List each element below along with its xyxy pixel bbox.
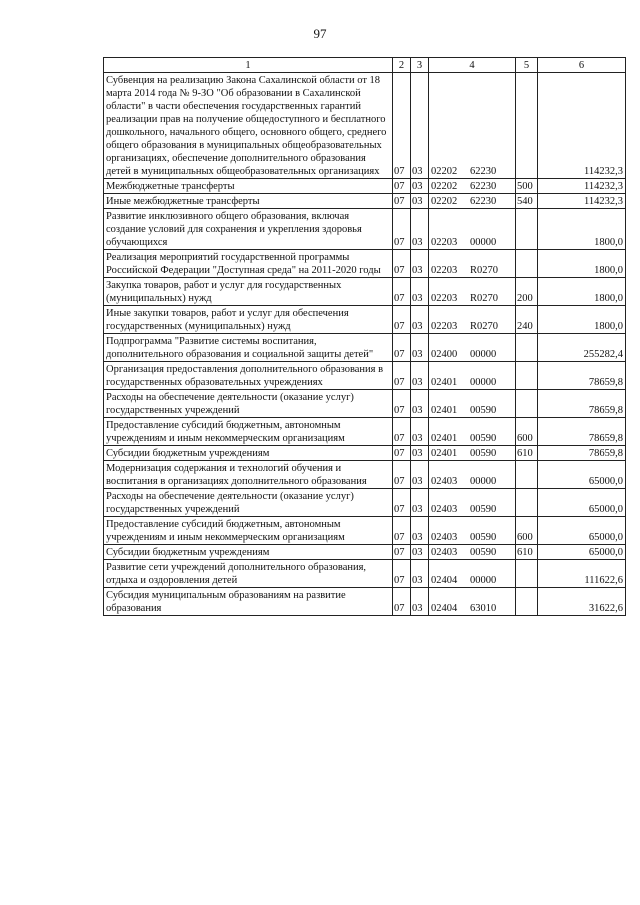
row-name-text: Реализация мероприятий государственной программы Российской Федерации "Доступная среда" на 2011-2020 годы [106, 252, 381, 276]
row-name [104, 560, 393, 588]
page-number: 97 [313, 26, 327, 41]
row-csr [429, 545, 516, 560]
row-sum: 1800,0 [538, 250, 626, 278]
row-csr-direction: 00590 [470, 532, 497, 543]
col-header-5: 5 [516, 58, 538, 73]
row-csr-program: 02404 [431, 603, 458, 614]
row-vr [516, 209, 538, 250]
row-csr-direction: 00000 [470, 575, 497, 586]
row-razdel: 07 [393, 545, 411, 560]
row-name-text: Субсидии бюджетным учреждениям [106, 547, 270, 558]
row-razdel: 07 [393, 461, 411, 489]
row-name-text: Субвенция на реализацию Закона Сахалинской области от 18 марта 2014 года № 9-ЗО "Об образовании в Сахалинской области" в части обеспечения государственных гарантий реализации прав на получение общедоступного и бесплатного дошкольного, начального общего, основного общего, среднего общего образования в муниципальных общеобразовательных организациях, обеспечение дополнительного образования детей в муниципальных общеобразовательных организациях [106, 75, 387, 177]
row-csr [429, 461, 516, 489]
row-sum: 114232,3 [538, 73, 626, 179]
row-sum: 65000,0 [538, 517, 626, 545]
row-podrazdel: 03 [411, 73, 429, 179]
table-row [104, 73, 626, 179]
row-podrazdel: 03 [411, 194, 429, 209]
row-csr [429, 209, 516, 250]
table-row [104, 545, 626, 560]
table-row [104, 446, 626, 461]
row-csr [429, 517, 516, 545]
row-name-text: Расходы на обеспечение деятельности (оказание услуг) государственных учреждений [106, 491, 354, 515]
row-razdel: 07 [393, 306, 411, 334]
row-name [104, 179, 393, 194]
col-header-4: 4 [429, 58, 516, 73]
row-vr: 600 [516, 517, 538, 545]
row-csr [429, 390, 516, 418]
row-csr [429, 250, 516, 278]
row-vr [516, 334, 538, 362]
row-csr-direction: R0270 [470, 265, 499, 276]
row-razdel: 07 [393, 560, 411, 588]
row-csr-direction: 00000 [470, 476, 497, 487]
row-name-text: Модернизация содержания и технологий обучения и воспитания в организациях дополнительного образования [106, 463, 367, 487]
row-name-text: Предоставление субсидий бюджетным, автономным учреждениям и иным некоммерческим организациям [106, 519, 345, 543]
row-vr [516, 390, 538, 418]
table-row [104, 390, 626, 418]
table-row [104, 418, 626, 446]
row-name [104, 250, 393, 278]
row-name-text: Развитие сети учреждений дополнительного образования, отдыха и оздоровления детей [106, 562, 367, 586]
row-sum: 114232,3 [538, 194, 626, 209]
row-csr [429, 362, 516, 390]
row-name-text: Субсидия муниципальным образованиям на развитие образования [106, 590, 346, 614]
table-row [104, 517, 626, 545]
row-csr-direction: 00590 [470, 504, 497, 515]
row-csr-direction: 00000 [470, 377, 497, 388]
row-podrazdel: 03 [411, 250, 429, 278]
row-csr-direction: 62230 [470, 166, 497, 177]
row-vr: 500 [516, 179, 538, 194]
row-csr-direction: 00590 [470, 547, 497, 558]
row-name-text: Организация предоставления дополнительного образования в государственных образовательных учреждениях [106, 364, 384, 388]
row-csr-program: 02400 [431, 349, 458, 360]
row-vr: 610 [516, 545, 538, 560]
table-row [104, 461, 626, 489]
table-row [104, 209, 626, 250]
row-name [104, 362, 393, 390]
row-csr [429, 179, 516, 194]
row-podrazdel: 03 [411, 588, 429, 616]
table-row [104, 306, 626, 334]
row-podrazdel: 03 [411, 461, 429, 489]
row-name-text: Иные межбюджетные трансферты [106, 196, 260, 207]
row-razdel: 07 [393, 517, 411, 545]
row-csr [429, 194, 516, 209]
col-header-2: 2 [393, 58, 411, 73]
row-sum: 111622,6 [538, 560, 626, 588]
row-vr: 600 [516, 418, 538, 446]
row-csr [429, 446, 516, 461]
col-header-6: 6 [538, 58, 626, 73]
row-vr [516, 489, 538, 517]
row-csr-program: 02202 [431, 196, 458, 207]
table-row [104, 278, 626, 306]
col-header-1: 1 [104, 58, 393, 73]
row-name-text: Закупка товаров, работ и услуг для государственных (муниципальных) нужд [106, 280, 342, 304]
row-sum: 78659,8 [538, 362, 626, 390]
row-csr-program: 02403 [431, 547, 458, 558]
row-podrazdel: 03 [411, 560, 429, 588]
row-podrazdel: 03 [411, 446, 429, 461]
row-csr-direction: 00590 [470, 405, 497, 416]
row-name [104, 390, 393, 418]
table-row [104, 560, 626, 588]
table-row [104, 588, 626, 616]
row-name-text: Межбюджетные трансферты [106, 181, 235, 192]
row-sum: 1800,0 [538, 209, 626, 250]
row-razdel: 07 [393, 334, 411, 362]
row-razdel: 07 [393, 194, 411, 209]
row-name-text: Расходы на обеспечение деятельности (оказание услуг) государственных учреждений [106, 392, 354, 416]
row-razdel: 07 [393, 588, 411, 616]
row-name [104, 306, 393, 334]
row-csr-program: 02403 [431, 476, 458, 487]
row-podrazdel: 03 [411, 179, 429, 194]
row-csr-direction: 00590 [470, 433, 497, 444]
row-razdel: 07 [393, 418, 411, 446]
row-razdel: 07 [393, 73, 411, 179]
row-csr-direction: 00590 [470, 448, 497, 459]
row-csr [429, 306, 516, 334]
row-name-text: Развитие инклюзивного общего образования, включая создание условий для сохранения и укрепления здоровья обучающихся [106, 211, 362, 248]
row-sum: 65000,0 [538, 461, 626, 489]
row-vr: 610 [516, 446, 538, 461]
row-name [104, 278, 393, 306]
row-csr [429, 73, 516, 179]
row-csr [429, 418, 516, 446]
row-csr-program: 02202 [431, 166, 458, 177]
row-name [104, 73, 393, 179]
row-csr-program: 02203 [431, 293, 458, 304]
row-name-text: Иные закупки товаров, работ и услуг для обеспечения государственных (муниципальных) нужд [106, 308, 349, 332]
row-razdel: 07 [393, 278, 411, 306]
row-name-text: Предоставление субсидий бюджетным, автономным учреждениям и иным некоммерческим организациям [106, 420, 345, 444]
row-podrazdel: 03 [411, 306, 429, 334]
row-name [104, 334, 393, 362]
row-csr-direction: R0270 [470, 293, 499, 304]
row-vr: 540 [516, 194, 538, 209]
row-csr-program: 02401 [431, 433, 458, 444]
row-razdel: 07 [393, 179, 411, 194]
col-header-3: 3 [411, 58, 429, 73]
row-sum: 65000,0 [538, 489, 626, 517]
row-sum: 1800,0 [538, 306, 626, 334]
row-podrazdel: 03 [411, 362, 429, 390]
row-name [104, 545, 393, 560]
row-csr [429, 278, 516, 306]
row-csr-program: 02401 [431, 377, 458, 388]
row-vr [516, 461, 538, 489]
row-name [104, 489, 393, 517]
row-vr [516, 250, 538, 278]
table-row [104, 179, 626, 194]
table-body [104, 73, 626, 616]
row-razdel: 07 [393, 489, 411, 517]
row-razdel: 07 [393, 446, 411, 461]
row-vr: 240 [516, 306, 538, 334]
row-podrazdel: 03 [411, 278, 429, 306]
row-name [104, 209, 393, 250]
row-name [104, 418, 393, 446]
row-sum: 65000,0 [538, 545, 626, 560]
row-podrazdel: 03 [411, 209, 429, 250]
table-row [104, 250, 626, 278]
row-csr-program: 02403 [431, 504, 458, 515]
row-csr-direction: 63010 [470, 603, 497, 614]
row-vr [516, 73, 538, 179]
row-csr-program: 02203 [431, 321, 458, 332]
row-sum: 78659,8 [538, 390, 626, 418]
row-csr [429, 588, 516, 616]
row-sum: 78659,8 [538, 418, 626, 446]
table-row [104, 489, 626, 517]
table-header-row [104, 58, 626, 73]
row-csr-direction: R0270 [470, 321, 499, 332]
row-csr-direction: 62230 [470, 181, 497, 192]
row-csr-program: 02401 [431, 405, 458, 416]
row-podrazdel: 03 [411, 334, 429, 362]
row-razdel: 07 [393, 362, 411, 390]
row-name [104, 588, 393, 616]
row-csr-program: 02403 [431, 532, 458, 543]
table-row [104, 334, 626, 362]
row-csr-direction: 62230 [470, 196, 497, 207]
row-name [104, 194, 393, 209]
row-csr-direction: 00000 [470, 349, 497, 360]
table-row [104, 362, 626, 390]
budget-table [103, 57, 626, 616]
row-csr [429, 489, 516, 517]
row-csr [429, 560, 516, 588]
row-csr [429, 334, 516, 362]
row-csr-program: 02202 [431, 181, 458, 192]
row-podrazdel: 03 [411, 489, 429, 517]
row-vr [516, 588, 538, 616]
row-name [104, 446, 393, 461]
table-row [104, 194, 626, 209]
row-podrazdel: 03 [411, 390, 429, 418]
row-vr [516, 560, 538, 588]
row-csr-program: 02404 [431, 575, 458, 586]
row-razdel: 07 [393, 209, 411, 250]
row-name [104, 461, 393, 489]
row-csr-program: 02203 [431, 265, 458, 276]
row-sum: 1800,0 [538, 278, 626, 306]
row-name [104, 517, 393, 545]
row-podrazdel: 03 [411, 418, 429, 446]
row-sum: 78659,8 [538, 446, 626, 461]
row-sum: 114232,3 [538, 179, 626, 194]
row-vr: 200 [516, 278, 538, 306]
row-razdel: 07 [393, 390, 411, 418]
row-vr [516, 362, 538, 390]
row-sum: 255282,4 [538, 334, 626, 362]
row-podrazdel: 03 [411, 517, 429, 545]
row-razdel: 07 [393, 250, 411, 278]
row-csr-direction: 00000 [470, 237, 497, 248]
row-name-text: Субсидии бюджетным учреждениям [106, 448, 270, 459]
row-sum: 31622,6 [538, 588, 626, 616]
row-csr-program: 02203 [431, 237, 458, 248]
row-podrazdel: 03 [411, 545, 429, 560]
row-csr-program: 02401 [431, 448, 458, 459]
row-name-text: Подпрограмма "Развитие системы воспитания, дополнительного образования и социальной защиты детей" [106, 336, 374, 360]
